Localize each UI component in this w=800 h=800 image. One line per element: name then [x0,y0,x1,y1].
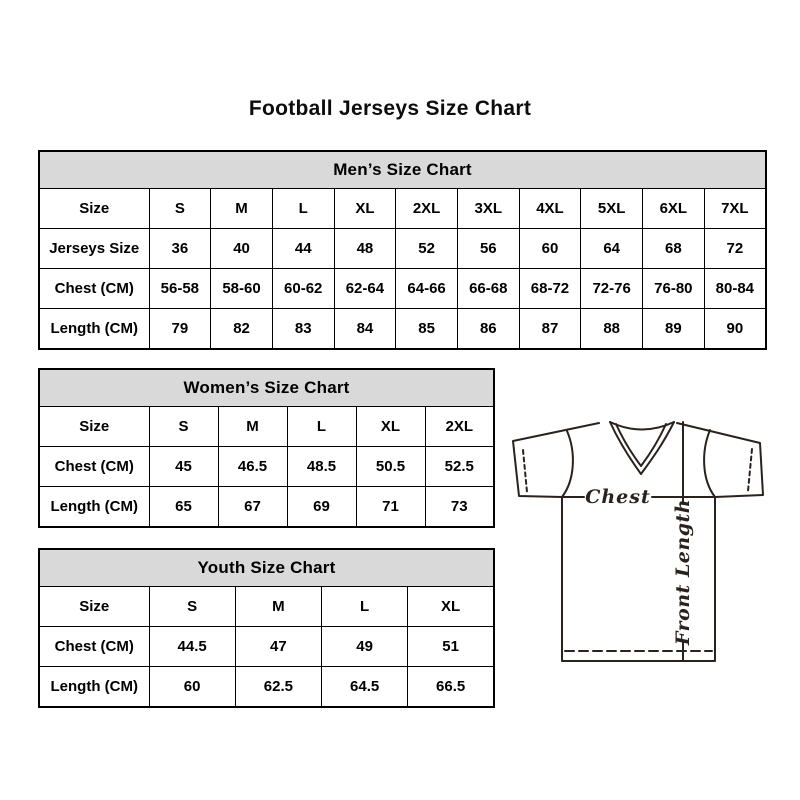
size-cell: 89 [643,309,705,350]
size-cell: 64.5 [322,667,408,708]
table-row [39,309,766,350]
size-cell: 44.5 [149,627,235,667]
table-title: Men’s Size Chart [39,151,766,189]
size-cell: 68-72 [519,269,581,309]
left-cuff-dash [523,450,527,492]
size-cell: XL [334,189,396,229]
size-cell: 87 [519,309,581,350]
size-cell: 51 [408,627,494,667]
size-cell: 90 [704,309,766,350]
row-label: Length (CM) [39,309,149,350]
size-cell: 36 [149,229,211,269]
size-cell: 66.5 [408,667,494,708]
size-cell: 72 [704,229,766,269]
size-cell: 72-76 [581,269,643,309]
size-cell: 47 [235,627,321,667]
size-cell: 62-64 [334,269,396,309]
size-cell: L [322,587,408,627]
youth-size-table [38,548,495,708]
left-armhole-seam [562,431,573,497]
table-row [39,487,494,528]
size-cell: 40 [211,229,273,269]
size-table [38,150,767,350]
row-label: Size [39,407,149,447]
size-cell: M [211,189,273,229]
table-row [39,229,766,269]
size-cell: XL [408,587,494,627]
size-cell: 48.5 [287,447,356,487]
jersey-outline [513,423,763,661]
size-cell: 46.5 [218,447,287,487]
chest-label: Chest [585,486,651,508]
size-cell: 7XL [704,189,766,229]
size-cell: 60 [519,229,581,269]
row-label: Size [39,587,149,627]
jersey-measurement-diagram [505,400,775,670]
size-cell: 71 [356,487,425,528]
size-cell: 4XL [519,189,581,229]
size-cell: 83 [272,309,334,350]
women-size-table [38,368,495,528]
size-cell: 2XL [396,189,458,229]
size-cell: 58-60 [211,269,273,309]
table-row [39,447,494,487]
table-row [39,587,494,627]
size-cell: 52.5 [425,447,494,487]
right-cuff-dash [748,449,752,491]
size-cell: L [272,189,334,229]
size-cell: 62.5 [235,667,321,708]
men-size-table [38,150,767,350]
size-cell: 80-84 [704,269,766,309]
size-cell: 86 [457,309,519,350]
row-label: Chest (CM) [39,269,149,309]
size-cell: XL [356,407,425,447]
page-title: Football Jerseys Size Chart [248,97,532,120]
table-row [39,269,766,309]
size-cell: M [218,407,287,447]
size-cell: 82 [211,309,273,350]
size-cell: 3XL [457,189,519,229]
size-cell: 73 [425,487,494,528]
size-cell: S [149,189,211,229]
table-title: Youth Size Chart [39,549,494,587]
row-label: Size [39,189,149,229]
size-cell: 56-58 [149,269,211,309]
size-cell: 6XL [643,189,705,229]
size-cell: 48 [334,229,396,269]
size-cell: 69 [287,487,356,528]
size-cell: 44 [272,229,334,269]
right-armhole-seam [704,430,715,497]
size-cell: 56 [457,229,519,269]
row-label: Jerseys Size [39,229,149,269]
size-cell: 85 [396,309,458,350]
size-cell: S [149,407,218,447]
size-table [38,548,495,708]
size-cell: 52 [396,229,458,269]
size-cell: 65 [149,487,218,528]
size-cell: 76-80 [643,269,705,309]
size-cell: 79 [149,309,211,350]
size-cell: 88 [581,309,643,350]
size-cell: 5XL [581,189,643,229]
size-cell: 45 [149,447,218,487]
size-table [38,368,495,528]
size-cell: 60 [149,667,235,708]
front-length-label: Front Length [672,498,694,646]
size-cell: M [235,587,321,627]
size-cell: 64-66 [396,269,458,309]
size-cell: 84 [334,309,396,350]
size-cell: S [149,587,235,627]
size-cell: 64 [581,229,643,269]
row-label: Chest (CM) [39,627,149,667]
table-row [39,407,494,447]
row-label: Chest (CM) [39,447,149,487]
table-row [39,667,494,708]
size-cell: 2XL [425,407,494,447]
size-cell: 60-62 [272,269,334,309]
size-cell: 50.5 [356,447,425,487]
size-cell: 66-68 [457,269,519,309]
table-row [39,189,766,229]
size-cell: 68 [643,229,705,269]
row-label: Length (CM) [39,487,149,528]
table-row [39,627,494,667]
row-label: Length (CM) [39,667,149,708]
size-cell: L [287,407,356,447]
table-title: Women’s Size Chart [39,369,494,407]
size-cell: 67 [218,487,287,528]
size-cell: 49 [322,627,408,667]
